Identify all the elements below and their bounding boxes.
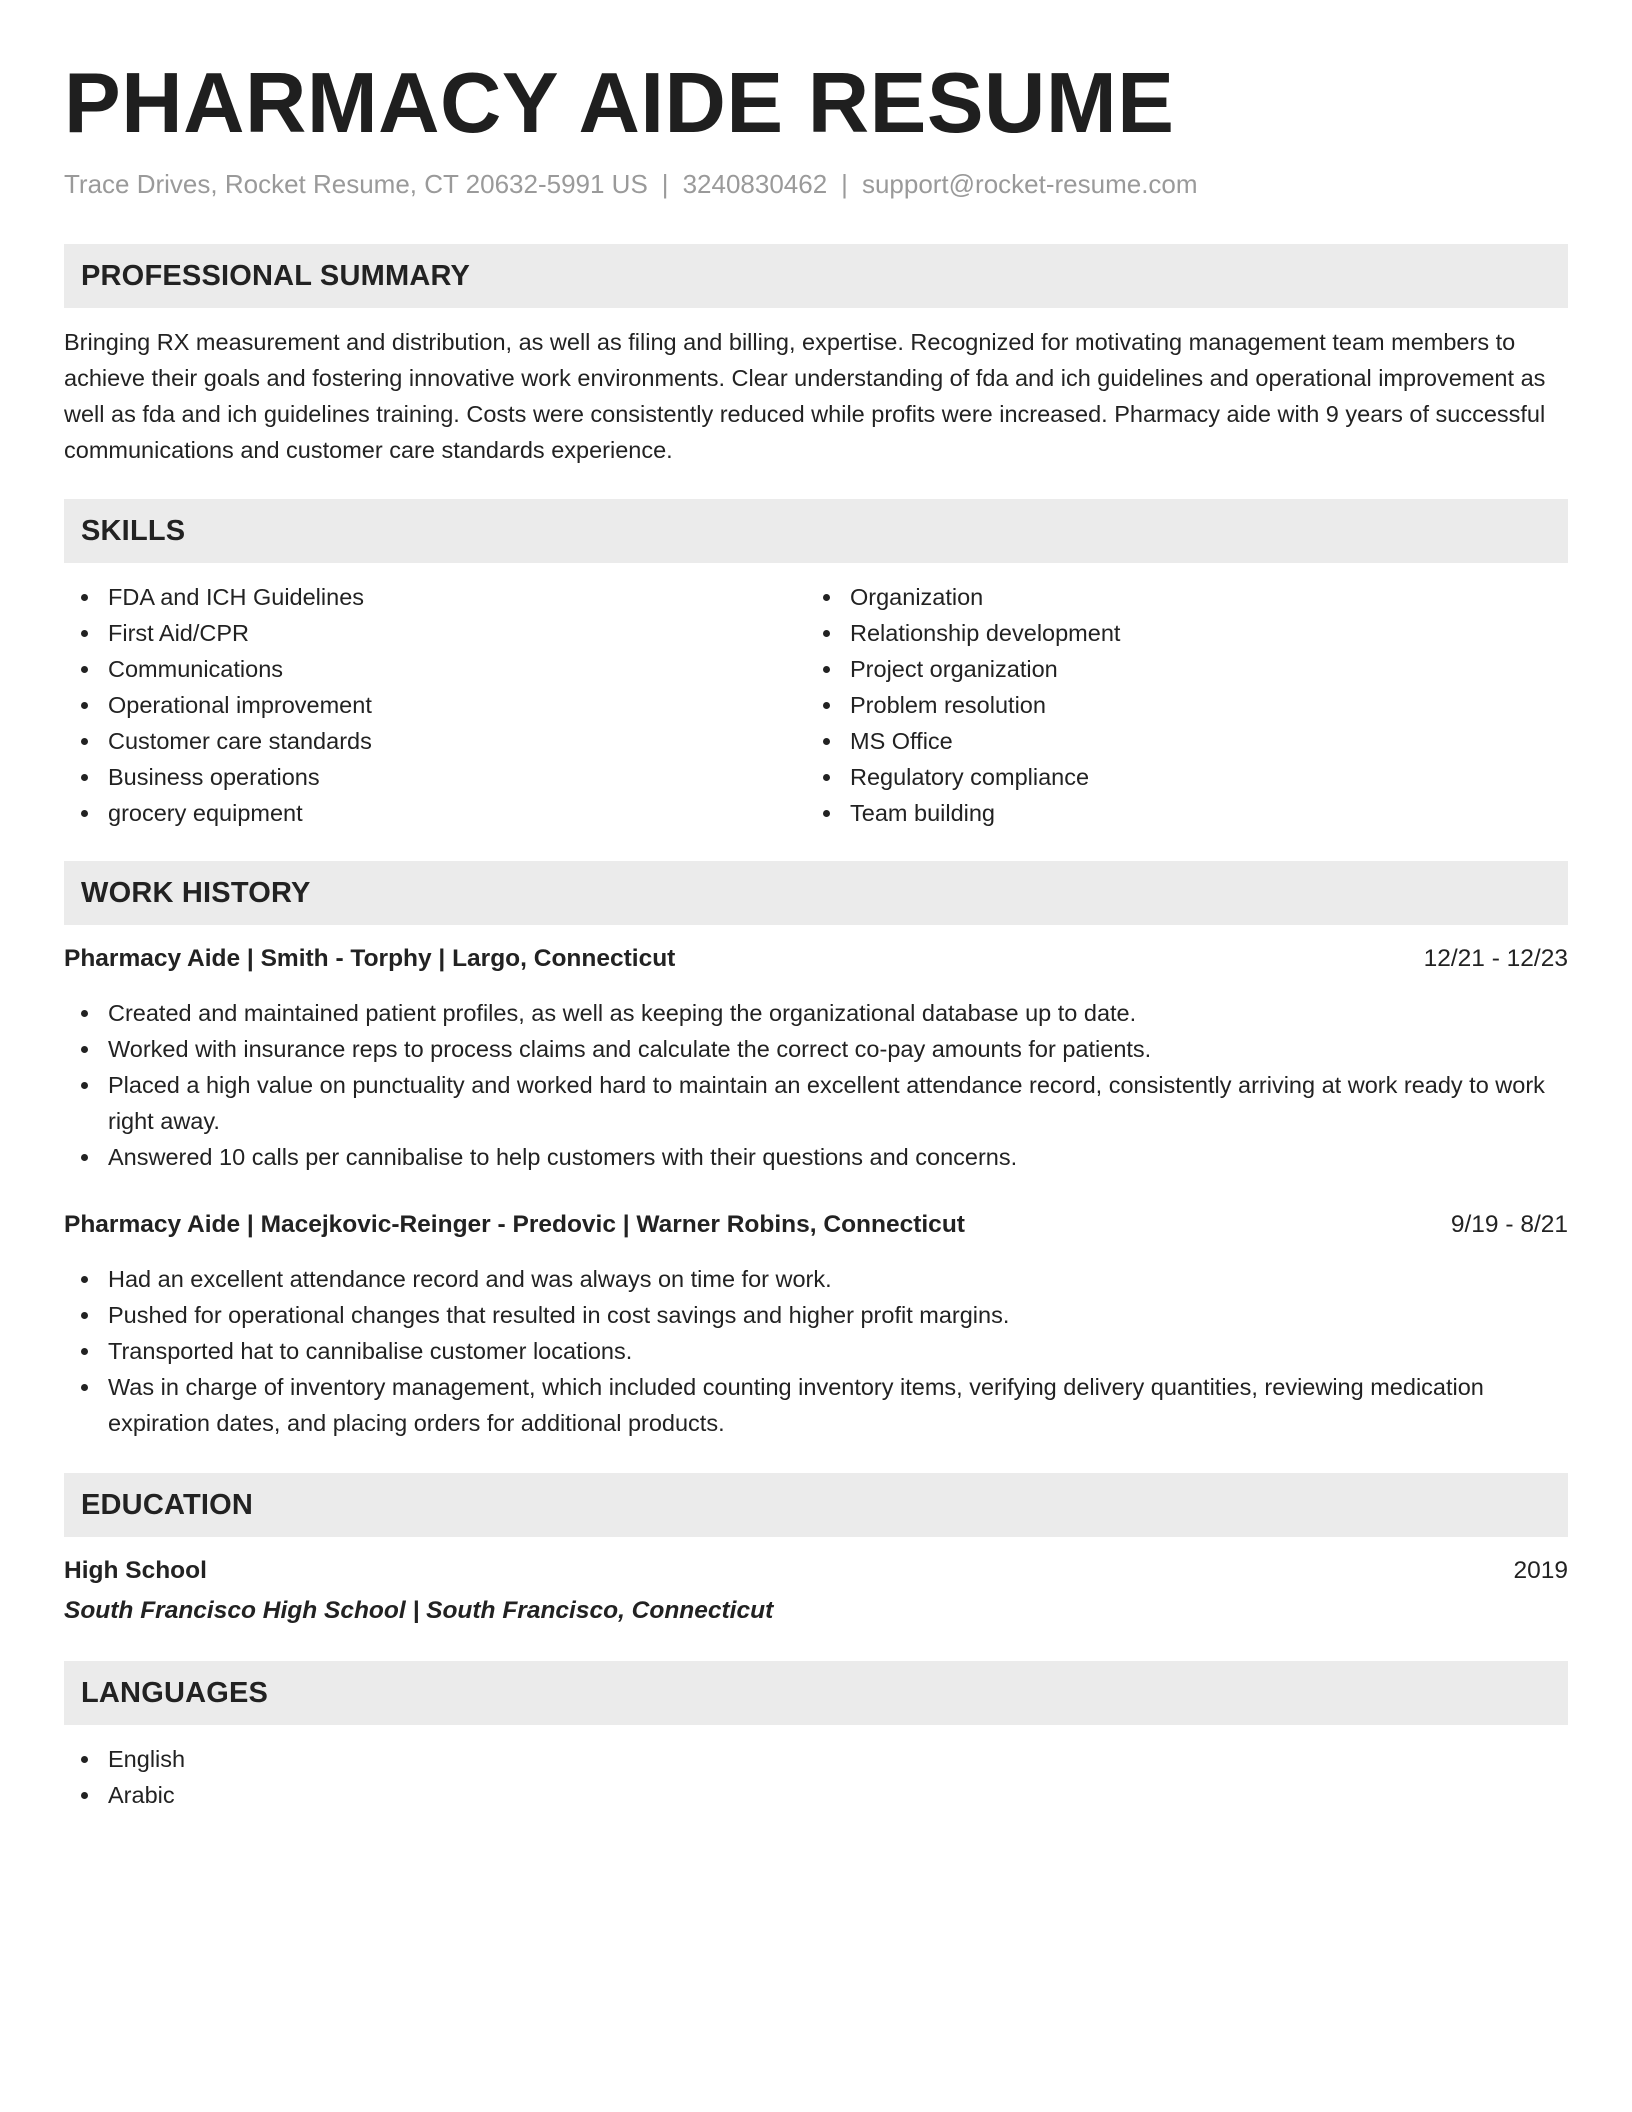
skills-column-right xyxy=(806,579,1548,831)
contact-line xyxy=(64,164,1568,204)
resume-title: PHARMACY AIDE RESUME xyxy=(64,56,1175,151)
skill-item: FDA and ICH Guidelines xyxy=(64,579,806,615)
education-degree: High School xyxy=(64,1557,207,1584)
job-header xyxy=(64,941,1568,977)
language-item: English xyxy=(64,1741,1568,1777)
skill-item: Operational improvement xyxy=(64,687,806,723)
skill-item: Project organization xyxy=(806,651,1548,687)
job-bullet: Answered 10 calls per cannibalise to help customers with their questions and concerns. xyxy=(64,1139,1568,1175)
skills-column-left xyxy=(64,579,806,831)
skill-item: Relationship development xyxy=(806,615,1548,651)
skill-item: Team building xyxy=(806,795,1548,831)
contact-separator: | xyxy=(841,169,848,199)
skill-item: Regulatory compliance xyxy=(806,759,1548,795)
job-bullet: Created and maintained patient profiles, as well as keeping the organizational database up to date. xyxy=(64,995,1568,1031)
skill-item: First Aid/CPR xyxy=(64,615,806,651)
education-header xyxy=(64,1553,1568,1589)
job-title: Pharmacy Aide | Smith - Torphy | Largo, Connecticut xyxy=(64,945,676,972)
education-school: South Francisco High School | South Francisco, Connecticut xyxy=(64,1597,774,1624)
job-title: Pharmacy Aide | Macejkovic-Reinger - Predovic | Warner Robins, Connecticut xyxy=(64,1211,965,1238)
skills-heading: SKILLS xyxy=(64,499,1568,563)
skill-item: Customer care standards xyxy=(64,723,806,759)
skills-list xyxy=(64,579,1568,831)
language-item: Arabic xyxy=(64,1777,1568,1813)
skill-item: Business operations xyxy=(64,759,806,795)
contact-email[interactable]: support@rocket-resume.com xyxy=(861,169,1198,199)
languages-heading: LANGUAGES xyxy=(64,1661,1568,1725)
summary-heading: PROFESSIONAL SUMMARY xyxy=(64,244,1568,308)
job-bullet: Transported hat to cannibalise customer locations. xyxy=(64,1333,1568,1369)
contact-separator: | xyxy=(661,169,669,199)
skill-item: MS Office xyxy=(806,723,1548,759)
job-bullet: Worked with insurance reps to process claims and calculate the correct co-pay amounts for patients. xyxy=(64,1031,1568,1067)
skill-item: Problem resolution xyxy=(806,687,1548,723)
languages-list xyxy=(64,1741,1568,1813)
job-bullet: Pushed for operational changes that resulted in cost savings and higher profit margins. xyxy=(64,1297,1568,1333)
contact-phone[interactable]: 3240830462 xyxy=(682,169,828,199)
job-entry xyxy=(64,941,1568,1175)
job-bullet: Was in charge of inventory management, which included counting inventory items, verifying delivery quantities, reviewing medication expiration dates, and placing orders for additional products. xyxy=(64,1369,1568,1441)
job-header xyxy=(64,1207,1568,1243)
education-heading: EDUCATION xyxy=(64,1473,1568,1537)
contact-address: Trace Drives, Rocket Resume, CT 20632-5991 US xyxy=(64,169,648,199)
skill-item: Organization xyxy=(806,579,1548,615)
job-bullet: Had an excellent attendance record and was always on time for work. xyxy=(64,1261,1568,1297)
education-year: 2019 xyxy=(1513,1557,1568,1584)
job-dates: 9/19 - 8/21 xyxy=(1450,1211,1568,1238)
resume-page xyxy=(64,48,1568,1813)
job-bullet: Placed a high value on punctuality and worked hard to maintain an excellent attendance record, consistently arriving at work ready to work right away. xyxy=(64,1067,1568,1139)
job-dates: 12/21 - 12/23 xyxy=(1423,945,1568,972)
work-history-heading: WORK HISTORY xyxy=(64,861,1568,925)
job-entry xyxy=(64,1207,1568,1441)
skill-item: Communications xyxy=(64,651,806,687)
skill-item: grocery equipment xyxy=(64,795,806,831)
summary-text: Bringing RX measurement and distribution, as well as filing and billing, expertise. Recognized for motivating management team members to achieve their goals and fostering innovative work environments. Clear understanding of fda and ich guidelines and operational improvement as well as fda and ich guidelines training. Costs were consistently reduced while profits were increased. Pharmacy aide with 9 years of successful communications and customer care standards experience. xyxy=(64,329,1546,463)
